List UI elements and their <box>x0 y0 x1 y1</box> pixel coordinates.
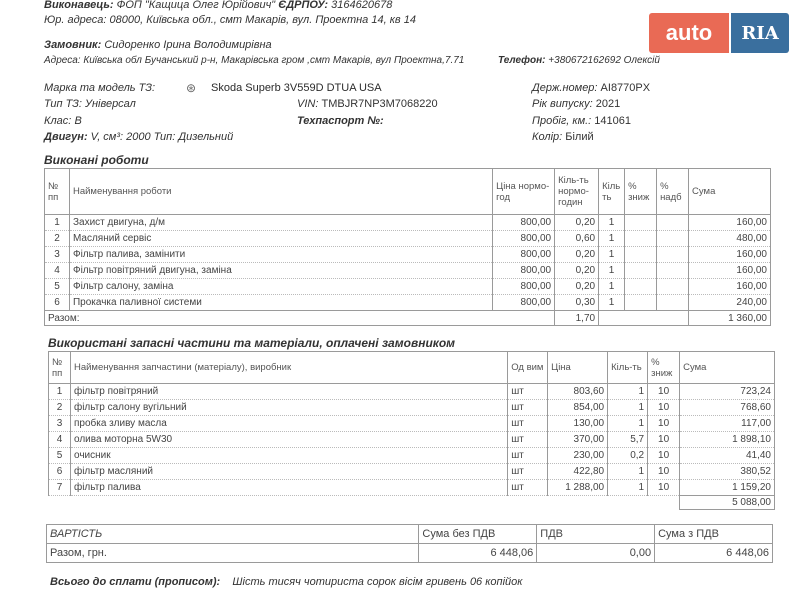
cost-vat-label: ПДВ <box>537 525 655 544</box>
works-cell: 1 <box>599 263 625 279</box>
parts-table-row <box>49 480 775 496</box>
parts-cell: фільтр палива <box>70 480 507 496</box>
cost-with-vat-value: 6 448,06 <box>655 544 773 563</box>
works-cell <box>625 279 657 295</box>
class-line <box>44 115 82 127</box>
executor-label: Виконавець: <box>44 0 114 11</box>
works-cell <box>657 215 689 231</box>
parts-cell: 768,60 <box>680 400 775 416</box>
works-cell <box>657 247 689 263</box>
works-table-row <box>45 231 771 247</box>
works-cell: 160,00 <box>689 279 771 295</box>
works-cell <box>657 263 689 279</box>
parts-cell: 2 <box>49 400 71 416</box>
works-cell: 800,00 <box>493 247 555 263</box>
works-table <box>44 168 771 326</box>
mileage-label: Пробіг, км.: <box>532 115 592 127</box>
works-col-num: № пп <box>45 169 70 215</box>
parts-cell: 10 <box>648 400 680 416</box>
parts-table-row <box>49 384 775 400</box>
parts-cell: 10 <box>648 416 680 432</box>
total-words-value: Шість тисяч чотириста сорок вісім гривень 06 копійок <box>232 576 523 588</box>
works-cell: Фільтр палива, замінити <box>69 247 492 263</box>
customer-line <box>44 39 272 51</box>
works-cell <box>657 231 689 247</box>
cost-vat-value: 0,00 <box>537 544 655 563</box>
works-total-hours: 1,70 <box>555 311 599 326</box>
parts-cell: 3 <box>49 416 71 432</box>
works-cell: 5 <box>45 279 70 295</box>
reg-line <box>532 82 650 94</box>
parts-cell: фільтр повітряний <box>70 384 507 400</box>
parts-cell: фільтр салону вугільний <box>70 400 507 416</box>
engine-volume-value: 2000 <box>126 131 151 143</box>
parts-table-row <box>49 432 775 448</box>
works-table-row <box>45 279 771 295</box>
parts-cell: пробка зливу масла <box>70 416 507 432</box>
parts-col-name: Найменування запчастини (матеріалу), виробник <box>70 352 507 384</box>
works-total-sum: 1 360,00 <box>689 311 771 326</box>
works-cell: 0,20 <box>555 279 599 295</box>
works-total-row <box>45 311 771 326</box>
make-value: Skoda Superb 3V559D DTUA USA <box>211 82 382 94</box>
works-cell: 1 <box>599 279 625 295</box>
phone-label: Телефон: <box>498 55 546 66</box>
customer-address-line <box>44 55 464 66</box>
parts-cell: шт <box>508 464 548 480</box>
works-cell: 6 <box>45 295 70 311</box>
parts-cell: 1 <box>608 400 648 416</box>
vin-line <box>297 98 438 110</box>
works-total-spacer <box>599 311 689 326</box>
edrpou-label: ЄДРПОУ: <box>278 0 329 11</box>
type-value: Універсал <box>85 98 136 110</box>
works-cell: 1 <box>599 215 625 231</box>
parts-cell: шт <box>508 400 548 416</box>
works-cell: 2 <box>45 231 70 247</box>
works-cell: 0,20 <box>555 247 599 263</box>
parts-header-row <box>49 352 775 384</box>
works-col-discount: % зниж <box>625 169 657 215</box>
parts-cell: 803,60 <box>548 384 608 400</box>
address-label: Адреса: <box>44 55 81 66</box>
cost-summary-table <box>46 524 773 563</box>
total-words-label: Всього до сплати (прописом): <box>50 576 221 588</box>
customer-label: Замовник: <box>44 39 102 51</box>
type-line <box>44 98 136 110</box>
parts-cell: 10 <box>648 432 680 448</box>
engine-line <box>44 131 233 143</box>
parts-cell: 1 <box>608 464 648 480</box>
works-cell: 480,00 <box>689 231 771 247</box>
type-label: Тип ТЗ: <box>44 98 82 110</box>
cost-no-vat-value: 6 448,06 <box>419 544 537 563</box>
parts-cell: 1 <box>49 384 71 400</box>
works-col-hours: Кіль-ть нормо-годин <box>555 169 599 215</box>
parts-section-title: Використані запасні частини та матеріали, оплачені замовником <box>48 336 456 350</box>
year-line <box>532 98 620 110</box>
engine-type-value: Дизельний <box>178 131 234 143</box>
engine-type-label: Тип: <box>153 131 176 143</box>
works-cell: 0,20 <box>555 263 599 279</box>
cost-total-label: Разом, грн. <box>47 544 419 563</box>
parts-cell: 6 <box>49 464 71 480</box>
cost-with-vat-label: Сума з ПДВ <box>655 525 773 544</box>
phone-line <box>498 55 660 66</box>
works-col-price: Ціна нормо-год <box>493 169 555 215</box>
skoda-logo-icon: ⊛ <box>186 81 197 95</box>
parts-cell: олива моторна 5W30 <box>70 432 507 448</box>
parts-cell: шт <box>508 432 548 448</box>
works-cell <box>625 247 657 263</box>
parts-cell: 10 <box>648 448 680 464</box>
parts-col-discount: % зниж <box>648 352 680 384</box>
works-cell <box>625 231 657 247</box>
works-cell: 160,00 <box>689 247 771 263</box>
parts-cell: очисник <box>70 448 507 464</box>
reg-value: AI8770PX <box>600 82 651 94</box>
total-words-line <box>50 576 522 588</box>
works-cell <box>657 295 689 311</box>
class-value: В <box>74 115 82 127</box>
works-table-row <box>45 247 771 263</box>
works-cell: 4 <box>45 263 70 279</box>
parts-cell: 10 <box>648 384 680 400</box>
works-cell: 800,00 <box>493 279 555 295</box>
year-value: 2021 <box>595 98 621 110</box>
parts-col-num: № пп <box>49 352 71 384</box>
works-cell: Масляний сервіс <box>69 231 492 247</box>
parts-cell: 370,00 <box>548 432 608 448</box>
logo-ria-text: RIA <box>731 13 789 53</box>
works-cell: 800,00 <box>493 215 555 231</box>
works-cell: 160,00 <box>689 263 771 279</box>
works-cell: 800,00 <box>493 295 555 311</box>
class-label: Клас: <box>44 115 72 127</box>
parts-cell: 723,24 <box>680 384 775 400</box>
year-label: Рік випуску: <box>532 98 593 110</box>
cost-no-vat-label: Сума без ПДВ <box>419 525 537 544</box>
parts-col-unit: Од вим <box>508 352 548 384</box>
parts-cell: 1 <box>608 480 648 496</box>
works-cell: 240,00 <box>689 295 771 311</box>
parts-table-row <box>49 400 775 416</box>
parts-cell: 5,7 <box>608 432 648 448</box>
parts-cell: шт <box>508 384 548 400</box>
works-cell: Захист двигуна, д/м <box>69 215 492 231</box>
legal-address-line <box>44 14 416 26</box>
parts-cell: 422,80 <box>548 464 608 480</box>
works-cell: Прокачка паливної системи <box>69 295 492 311</box>
parts-table <box>48 351 775 510</box>
works-col-name: Найменування роботи <box>69 169 492 215</box>
works-cell <box>625 215 657 231</box>
parts-cell: 41,40 <box>680 448 775 464</box>
parts-table-row <box>49 464 775 480</box>
color-value: Білий <box>565 131 594 143</box>
works-table-row <box>45 263 771 279</box>
mileage-value: 141061 <box>594 115 632 127</box>
works-table-row <box>45 215 771 231</box>
color-label: Колір: <box>532 131 563 143</box>
parts-cell: шт <box>508 448 548 464</box>
parts-table-row <box>49 448 775 464</box>
parts-cell: 854,00 <box>548 400 608 416</box>
logo-auto-text: auto <box>649 13 729 53</box>
parts-cell: 130,00 <box>548 416 608 432</box>
works-section-title: Виконані роботи <box>44 153 149 167</box>
parts-cell: 1 159,20 <box>680 480 775 496</box>
parts-cell: 1 288,00 <box>548 480 608 496</box>
engine-label: Двигун: <box>44 131 88 143</box>
autoria-logo <box>649 13 789 53</box>
parts-cell: шт <box>508 416 548 432</box>
parts-table-row <box>49 416 775 432</box>
works-cell <box>657 279 689 295</box>
works-cell: 1 <box>599 247 625 263</box>
parts-cell: 1 <box>608 416 648 432</box>
color-line <box>532 131 594 143</box>
customer-value: Сидоренко Ірина Володимирівна <box>104 39 272 51</box>
works-col-qty: Кіль ть <box>599 169 625 215</box>
parts-cell: 230,00 <box>548 448 608 464</box>
parts-total-spacer <box>49 496 680 510</box>
parts-total-row <box>49 496 775 510</box>
works-table-row <box>45 295 771 311</box>
parts-cell: 7 <box>49 480 71 496</box>
executor-line <box>44 0 392 11</box>
parts-col-qty: Кіль-ть <box>608 352 648 384</box>
parts-cell: 0,2 <box>608 448 648 464</box>
passport-line <box>297 115 384 127</box>
edrpou-value: 3164620678 <box>331 0 393 11</box>
passport-label: Техпаспорт №: <box>297 115 384 127</box>
address-value: Київська обл Бучанський р-н, Макарівська гром ,смт Макарів, вул Проектна,7.71 <box>83 55 465 66</box>
engine-volume-label: V, см³: <box>90 131 124 143</box>
cost-label: ВАРТІСТЬ <box>47 525 419 544</box>
parts-cell: фільтр масляний <box>70 464 507 480</box>
works-header-row <box>45 169 771 215</box>
make-label: Марка та модель ТЗ: <box>44 82 156 94</box>
parts-cell: 117,00 <box>680 416 775 432</box>
works-cell: 3 <box>45 247 70 263</box>
parts-cell: 10 <box>648 464 680 480</box>
works-cell: 0,30 <box>555 295 599 311</box>
works-cell: 0,20 <box>555 215 599 231</box>
parts-cell: шт <box>508 480 548 496</box>
works-cell: 800,00 <box>493 263 555 279</box>
parts-cell: 380,52 <box>680 464 775 480</box>
legal-address-label: Юр. адреса: <box>44 14 107 26</box>
works-cell: 160,00 <box>689 215 771 231</box>
parts-cell: 5 <box>49 448 71 464</box>
works-cell: 1 <box>599 295 625 311</box>
phone-value: +380672162692 Олексій <box>548 55 660 66</box>
parts-cell: 1 898,10 <box>680 432 775 448</box>
parts-col-price: Ціна <box>548 352 608 384</box>
works-total-label: Разом: <box>45 311 555 326</box>
cost-header-row <box>47 525 773 544</box>
works-cell: Фільтр салону, заміна <box>69 279 492 295</box>
parts-cell: 1 <box>608 384 648 400</box>
vin-label: VIN: <box>297 98 319 110</box>
legal-address-value: 08000, Київська обл., смт Макарів, вул. Проектна 14, кв 14 <box>109 14 416 26</box>
works-cell: 0,60 <box>555 231 599 247</box>
works-cell: 800,00 <box>493 231 555 247</box>
executor-value: ФОП "Кащица Олег Юрійович" <box>116 0 276 11</box>
cost-values-row <box>47 544 773 563</box>
parts-cell: 4 <box>49 432 71 448</box>
works-cell <box>625 295 657 311</box>
parts-col-sum: Сума <box>680 352 775 384</box>
works-col-markup: % надб <box>657 169 689 215</box>
works-cell <box>625 263 657 279</box>
works-col-sum: Сума <box>689 169 771 215</box>
reg-label: Держ.номер: <box>532 82 598 94</box>
parts-cell: 10 <box>648 480 680 496</box>
works-cell: Фільтр повітряний двигуна, заміна <box>69 263 492 279</box>
mileage-line <box>532 115 631 127</box>
works-cell: 1 <box>599 231 625 247</box>
works-cell: 1 <box>45 215 70 231</box>
vin-value: TMBJR7NP3M7068220 <box>321 98 438 110</box>
parts-total-sum: 5 088,00 <box>680 496 775 510</box>
